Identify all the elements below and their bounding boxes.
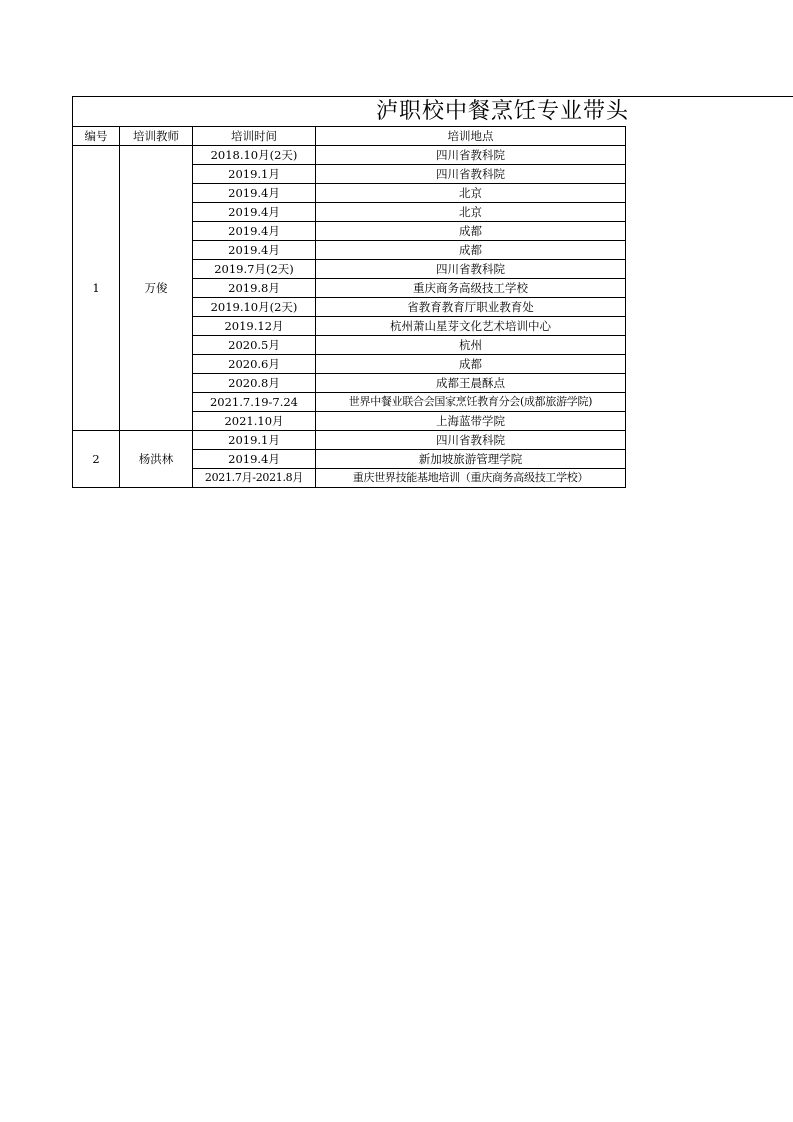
place-cell: 北京	[316, 184, 626, 203]
place-cell: 成都	[316, 241, 626, 260]
time-cell: 2020.6月	[193, 355, 316, 374]
place-cell: 省教育教育厅职业教育处	[316, 298, 626, 317]
time-cell: 2019.4月	[193, 184, 316, 203]
header-place: 培训地点	[316, 127, 626, 146]
group-teacher-cell: 万俊	[120, 146, 193, 431]
time-cell: 2019.4月	[193, 222, 316, 241]
header-no: 编号	[73, 127, 120, 146]
time-cell: 2019.8月	[193, 279, 316, 298]
training-table	[72, 126, 626, 488]
spreadsheet-page	[72, 96, 793, 496]
time-cell: 2019.4月	[193, 203, 316, 222]
place-cell: 四川省教科院	[316, 146, 626, 165]
place-cell: 四川省教科院	[316, 165, 626, 184]
time-cell: 2020.8月	[193, 374, 316, 393]
header-teacher: 培训教师	[120, 127, 193, 146]
place-cell: 成都	[316, 355, 626, 374]
time-cell: 2019.1月	[193, 431, 316, 450]
place-cell: 四川省教科院	[316, 260, 626, 279]
table-row	[73, 431, 626, 450]
group-no-cell: 2	[73, 431, 120, 488]
group-no-cell: 1	[73, 146, 120, 431]
time-cell: 2020.5月	[193, 336, 316, 355]
place-cell: 北京	[316, 203, 626, 222]
time-cell: 2019.1月	[193, 165, 316, 184]
place-cell: 杭州萧山星芽文化艺术培训中心	[316, 317, 626, 336]
sheet-title: 泸职校中餐烹饪专业带头	[376, 99, 630, 124]
place-cell: 成都	[316, 222, 626, 241]
header-row	[73, 127, 626, 146]
group-teacher-cell: 杨洪林	[120, 431, 193, 488]
time-cell: 2018.10月(2天)	[193, 146, 316, 165]
place-cell: 四川省教科院	[316, 431, 626, 450]
time-cell: 2019.4月	[193, 450, 316, 469]
place-cell: 上海蓝带学院	[316, 412, 626, 431]
place-cell: 世界中餐业联合会国家烹饪教育分会(成都旅游学院)	[316, 393, 626, 412]
place-cell: 成都王晨酥点	[316, 374, 626, 393]
title-row	[72, 96, 793, 126]
place-cell: 重庆商务高级技工学校	[316, 279, 626, 298]
place-cell: 杭州	[316, 336, 626, 355]
time-cell: 2019.12月	[193, 317, 316, 336]
time-cell: 2021.7.19-7.24	[193, 393, 316, 412]
time-cell: 2019.10月(2天)	[193, 298, 316, 317]
table-row	[73, 146, 626, 165]
place-cell: 重庆世界技能基地培训（重庆商务高级技工学校）	[316, 469, 626, 488]
header-time: 培训时间	[193, 127, 316, 146]
time-cell: 2021.10月	[193, 412, 316, 431]
time-cell: 2021.7月-2021.8月	[193, 469, 316, 488]
place-cell: 新加坡旅游管理学院	[316, 450, 626, 469]
time-cell: 2019.7月(2天)	[193, 260, 316, 279]
time-cell: 2019.4月	[193, 241, 316, 260]
